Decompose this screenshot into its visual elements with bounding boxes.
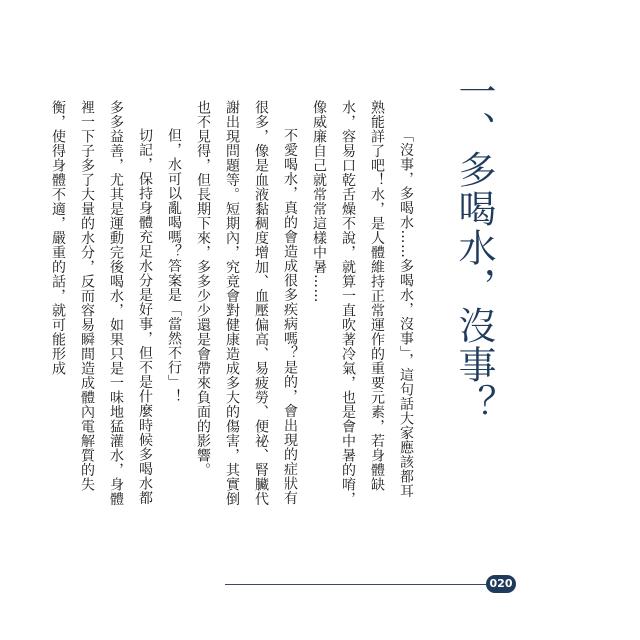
paragraph-1: 「沒事，多喝水……多喝水，沒事」，這句話大家應該都耳熟能詳了吧！水，是人體維持正常運作的重要元素，若身體缺水，容易口乾舌燥不說，就算一直吹著冷氣，也是會中暑的唷，像威廉自己就常常這樣中暑…… [311,100,414,506]
paragraph-4: 切記，保持身體充足水分是好事，但不是什麼時候多喝水都多多益善，尤其是運動完後喝水，如果只是一味地猛灌水，身體裡一下子多了大量的水分，反而容易瞬間造成體內電解質的失衡，使得身體不適，嚴重的話，就可能形成 [50,100,153,506]
page-number-badge: 020 [486,575,516,593]
footer-rule [225,584,487,585]
paragraph-2: 不愛喝水，真的會造成很多疾病嗎？是的，會出現的症狀有很多，像是血液黏稠度增加、血壓偏高、易疲勞、便祕、腎臟代謝出現問題等。短期內，究竟會對健康造成多大的傷害，其實倒也不見得，但長期下來，多多少少還是會帶來負面的影響。 [195,100,298,506]
body-text [43,100,420,508]
chapter-title: 一、多喝水，沒事？ [452,72,496,423]
paragraph-3: 但，水可以亂喝嗎？答案是「當然不行」！ [166,128,182,404]
